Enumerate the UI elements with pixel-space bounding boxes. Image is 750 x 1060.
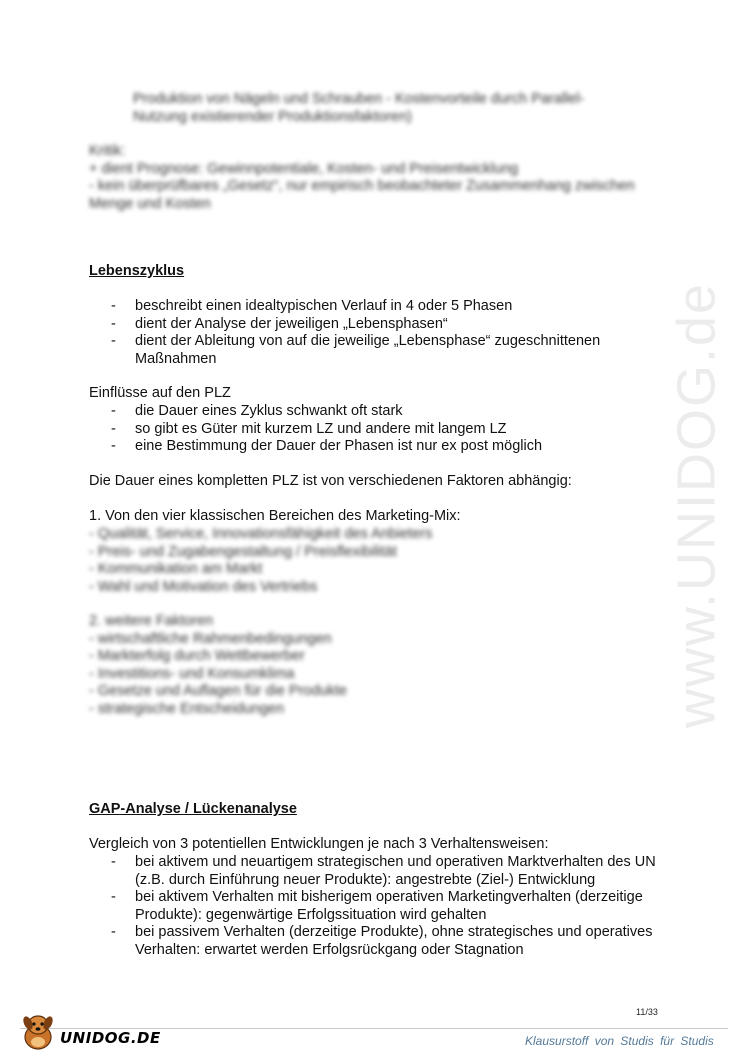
bullet-mark: -	[111, 333, 116, 349]
list-item: - dient der Ableitung von auf die jeweilige „Lebensphase“ zugeschnittenen Maßnahmen	[111, 333, 601, 367]
marketing-mix-title: 1. Von den vier klassischen Bereichen des Marketing-Mix:	[89, 508, 461, 524]
section-heading-lebenszyklus: Lebenszyklus	[89, 263, 185, 279]
list-item: - beschreibt einen idealtypischen Verlauf in 4 oder 5 Phasen	[111, 298, 513, 314]
list-item: - Gesetze und Auflagen für die Produkte	[89, 683, 347, 699]
list-item: - Investitions- und Konsumklima	[89, 665, 295, 682]
list-item: - bei passivem Verhalten (derzeitige Produkte), ohne strategisches und operatives Verhalten: erwartet werden Erfolgsrückgang oder Stagnation	[111, 924, 653, 958]
page-number: 11/33	[636, 1007, 658, 1017]
gap-intro: Vergleich von 3 potentiellen Entwicklungen je nach 3 Verhaltensweisen:	[89, 836, 549, 852]
list-item: - Markterfolg durch Wettbewerber	[89, 648, 305, 664]
text-line: - kein überprüfbares „Gesetz“, nur empirisch beobachteter Zusammenhang zwischen	[89, 178, 635, 194]
list-item: - strategische Entscheidungen	[89, 700, 285, 717]
lebenszyklus-bullets	[89, 298, 649, 368]
dog-mascot-icon	[18, 1010, 58, 1052]
influences-title: Einflüsse auf den PLZ	[89, 385, 231, 401]
critique-block	[89, 143, 635, 213]
duration-intro: Die Dauer eines kompletten PLZ ist von verschiedenen Faktoren abhängig:	[89, 473, 572, 489]
list-item: - dient der Analyse der jeweiligen „Lebensphasen“	[111, 315, 448, 332]
top-indented-block	[133, 91, 584, 126]
list-item: - so gibt es Güter mit kurzem LZ und andere mit langem LZ	[111, 420, 507, 437]
bullet-mark: -	[111, 889, 116, 905]
bullet-mark: -	[111, 854, 116, 870]
list-item: - Kommunikation am Markt	[89, 561, 263, 577]
bullet-mark: -	[111, 420, 116, 437]
list-item: - Preis- und Zugabengestaltung / Preisflexibilität	[89, 543, 397, 560]
influences-list	[89, 403, 649, 456]
list-item: - bei aktivem Verhalten mit bisherigem operativen Marketingverhalten (derzeitige Produkte): gegenwärtige Erfolgssituation wird gehalten	[111, 889, 643, 923]
bullet-mark: -	[111, 438, 116, 454]
footer-logo	[18, 1010, 188, 1054]
bullet-mark: -	[111, 403, 116, 419]
watermark-text: www.UNIDOG.de	[666, 281, 727, 729]
list-item: - Qualität, Service, Innovationsfähigkeit des Anbieters	[89, 526, 433, 542]
text-line: + dient Prognose: Gewinnpotentiale, Kosten- und Preisentwicklung	[89, 160, 519, 177]
bullet-mark: -	[111, 924, 116, 940]
bullet-mark: -	[111, 298, 116, 314]
list-item: - die Dauer eines Zyklus schwankt oft stark	[111, 403, 403, 419]
other-factors-title: 2. weitere Faktoren	[89, 613, 214, 629]
section-heading-gap: GAP-Analyse / Lückenanalyse	[89, 801, 297, 817]
list-item: - Wahl und Motivation des Vertriebs	[89, 578, 318, 595]
logo-text: UNIDOG.DE	[60, 1029, 161, 1047]
list-item: - bei aktivem und neuartigem strategischen und operativen Marktverhalten des UN (z.B. durch Einführung neuer Produkte): angestrebte (Ziel-) Entwicklung	[111, 854, 656, 888]
bullet-mark: -	[111, 315, 116, 332]
gap-bullets	[89, 854, 659, 959]
marketing-mix-items	[89, 526, 432, 596]
footer-tagline: Klausurstoff von Studis für Studis	[525, 1034, 714, 1048]
list-item: - wirtschaftliche Rahmenbedingungen	[89, 630, 332, 647]
text-line: Nutzung existierender Produktionsfaktoren)	[133, 108, 412, 125]
text-line: Produktion von Nägeln und Schrauben - Kostenvorteile durch Parallel-	[133, 91, 585, 107]
list-item: - eine Bestimmung der Dauer der Phasen ist nur ex post möglich	[111, 438, 543, 454]
text-line: Kritik:	[89, 143, 126, 159]
text-line: Menge und Kosten	[89, 195, 211, 212]
other-factors-block	[89, 613, 347, 718]
